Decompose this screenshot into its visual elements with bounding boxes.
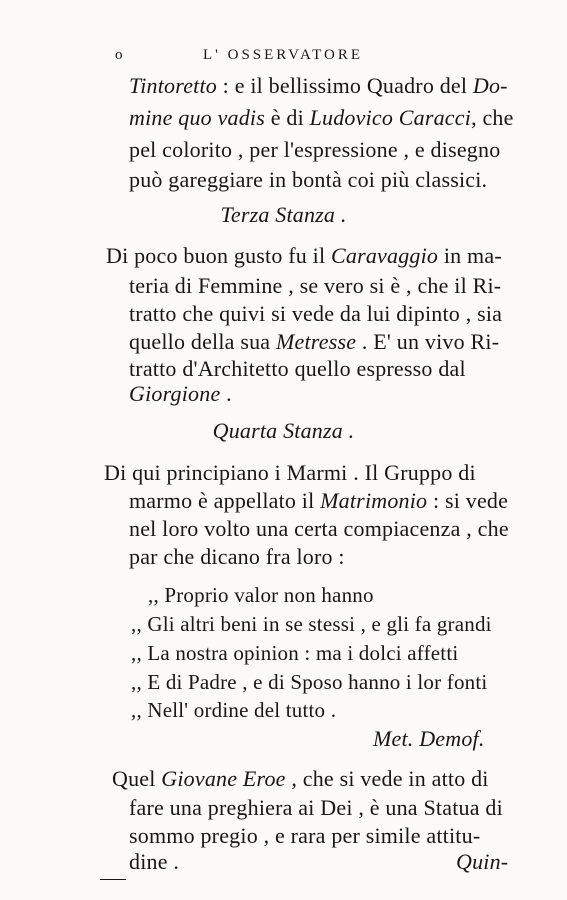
text-line: quello della sua Metresse . E' un vivo Ri- — [129, 329, 500, 354]
page-number: o — [115, 47, 126, 63]
printers-rule — [100, 879, 126, 880]
text-line: tratto che quivi si vede da lui dipinto , sia — [129, 301, 503, 326]
text-line: par che dicano fra loro : — [129, 544, 345, 569]
poem-line: ,, Gli altri beni in se stessi , e gli fa grandi — [131, 612, 492, 636]
text-line: dine . — [129, 849, 180, 874]
text-line: pel colorito , per l'espressione , e disegno — [129, 137, 501, 162]
text-line: nel loro volto una certa compiacenza , che — [129, 516, 509, 541]
poem-line: ,, Proprio valor non hanno — [148, 583, 374, 607]
text-line: tratto d'Architetto quello espresso dal — [129, 356, 466, 381]
text-line: Di qui principiano i Marmi . Il Gruppo di — [104, 460, 476, 485]
section-heading: Quarta Stanza . — [212, 418, 355, 443]
text-line: marmo è appellato il Matrimonio : si vede — [129, 488, 509, 513]
text-line: sommo pregio , e rara per simile attitu- — [129, 823, 481, 848]
poem-line: ,, Nell' ordine del tutto . — [131, 698, 337, 722]
section-heading: Terza Stanza . — [220, 202, 347, 227]
running-title: L' OSSERVATORE — [203, 47, 364, 63]
text-line: fare una preghiera ai Dei , è una Statua di — [129, 795, 503, 820]
text-line: Quel Giovane Eroe , che si vede in atto di — [112, 766, 489, 791]
text-line: Di poco buon gusto fu il Caravaggio in ma- — [106, 243, 502, 268]
catchword: Quin- — [456, 849, 509, 874]
poem-line: ,, E di Padre , e di Sposo hanno i lor fonti — [131, 670, 488, 694]
text-line: teria di Femmine , se vero si è , che il Ri- — [129, 273, 502, 298]
text-line: può gareggiare in bontà coi più classici. — [129, 167, 488, 192]
text-line: mine quo vadis è di Ludovico Caracci, che — [129, 105, 514, 130]
text-line: Tintoretto : e il bellissimo Quadro del Do- — [129, 73, 508, 98]
poem-line: ,, La nostra opinion : ma i dolci affetti — [131, 641, 459, 665]
text-line: Giorgione . — [129, 381, 232, 406]
attribution: Met. Demof. — [373, 726, 485, 751]
